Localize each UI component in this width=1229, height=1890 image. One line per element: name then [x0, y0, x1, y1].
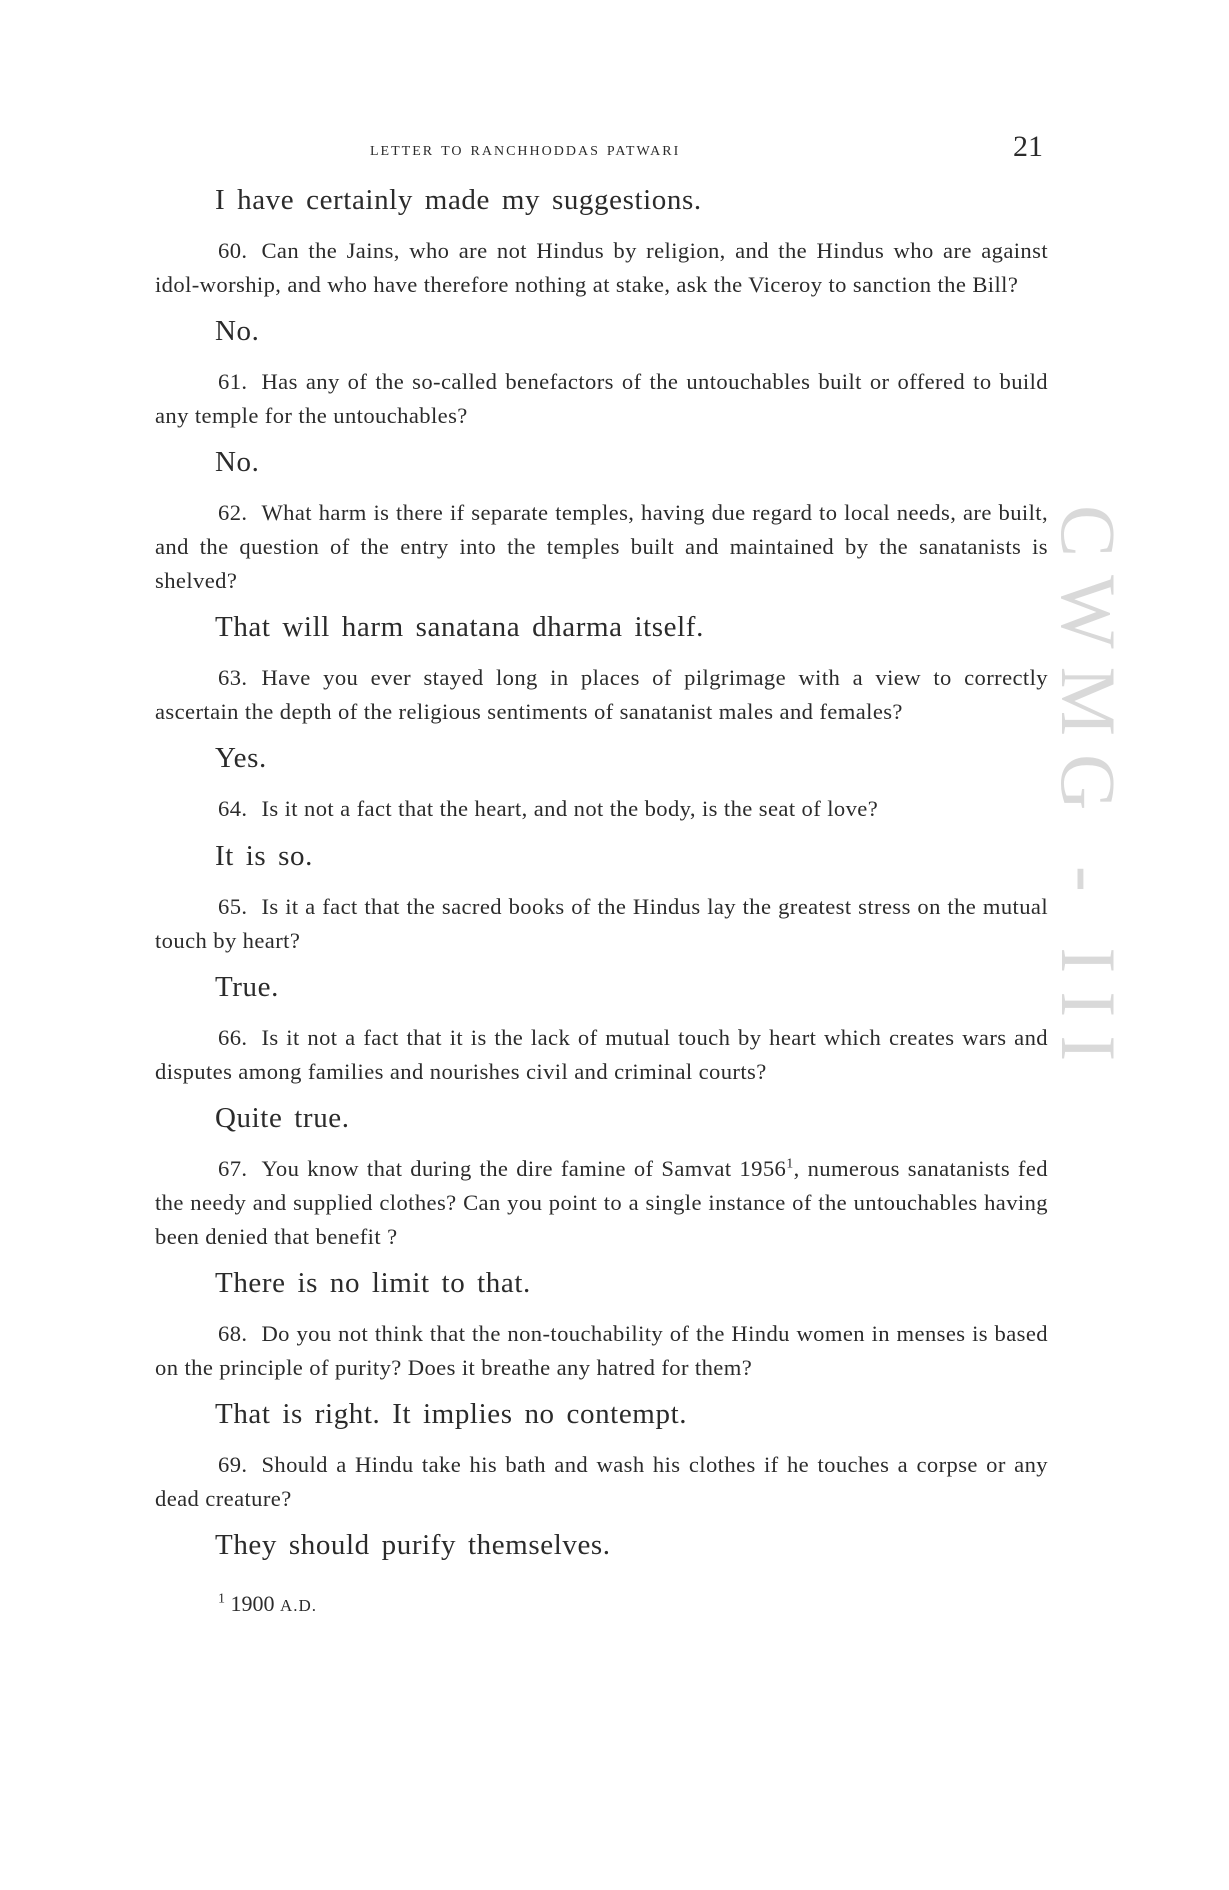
watermark: CWMG - III	[1045, 505, 1132, 1080]
question-64	[155, 792, 1048, 826]
question-text: Should a Hindu take his bath and wash his clothes if he touches a corpse or any dead creature?	[155, 1452, 1048, 1511]
footnote-text: 1900	[230, 1591, 275, 1617]
page-number: 21	[1013, 130, 1043, 163]
question-text-after-note: , numerous sanatanists fed the needy and supplied clothes? Can you point to a single instance of the untouchables having been denied that benefit ?	[155, 1156, 1048, 1249]
question-62	[155, 496, 1048, 597]
question-text: Have you ever stayed long in places of pilgrimage with a view to correctly ascertain the depth of the religious sentiments of sanatanist males and females?	[155, 665, 1048, 724]
answer-62: That will harm sanatana dharma itself.	[215, 611, 704, 644]
question-text: Is it not a fact that the heart, and not the body, is the seat of love?	[261, 796, 879, 822]
question-number: 63.	[218, 665, 248, 691]
question-65	[155, 890, 1048, 957]
question-text: Can the Jains, who are not Hindus by religion, and the Hindus who are against idol-worship, and who have therefore nothing at stake, ask the Viceroy to sanction the Bill?	[155, 238, 1048, 297]
question-text: What harm is there if separate temples, having due regard to local needs, are built, and the question of the entry into the temples built and maintained by the sanatanists is shelved?	[155, 500, 1048, 593]
page-header	[155, 130, 1048, 170]
answer-63: Yes.	[215, 742, 267, 775]
question-66	[155, 1021, 1048, 1088]
question-text: Is it a fact that the sacred books of the Hindus lay the greatest stress on the mutual touch by heart?	[155, 893, 1048, 953]
answer-64: It is so.	[215, 839, 313, 872]
question-number: 62.	[218, 500, 248, 526]
footnote-marker: 1	[218, 1592, 225, 1608]
question-number: 64.	[218, 796, 248, 822]
question-number: 66.	[218, 1025, 248, 1051]
question-63	[155, 661, 1048, 728]
question-61	[155, 365, 1048, 432]
answer-59: I have certainly made my suggestions.	[215, 184, 702, 216]
question-68	[155, 1317, 1048, 1384]
question-number: 61.	[218, 369, 248, 395]
question-number: 60.	[218, 238, 248, 263]
question-text: Do you not think that the non-touchability of the Hindu women in menses is based on the principle of purity? Does it breathe any hatred for them?	[155, 1321, 1048, 1380]
answer-60: No.	[215, 315, 260, 348]
question-text-before-note: You know that during the dire famine of Samvat 1956	[261, 1156, 787, 1182]
answer-69: They should purify themselves.	[215, 1529, 611, 1562]
footnote-reference: 1	[786, 1156, 794, 1172]
answer-61: No.	[215, 446, 260, 479]
question-number: 67.	[218, 1156, 248, 1182]
question-number: 69.	[218, 1452, 248, 1478]
page-body	[155, 180, 1048, 1621]
question-60	[155, 234, 1048, 301]
question-69	[155, 1448, 1048, 1515]
question-text: Has any of the so-called benefactors of the untouchables built or offered to build any temple for the untouchables?	[155, 369, 1048, 428]
question-number: 65.	[218, 893, 248, 919]
question-67	[155, 1152, 1048, 1253]
footnote-era: A.D.	[280, 1596, 318, 1616]
footnote	[218, 1589, 1048, 1621]
question-text: Is it not a fact that it is the lack of mutual touch by heart which creates wars and disputes among families and nourishes civil and criminal courts?	[155, 1025, 1048, 1084]
answer-65: True.	[215, 971, 279, 1004]
answer-66: Quite true.	[215, 1102, 350, 1135]
question-number: 68.	[218, 1321, 248, 1347]
running-title: letter to ranchhoddas patwari	[370, 138, 681, 160]
answer-67: There is no limit to that.	[215, 1267, 531, 1300]
answer-68: That is right. It implies no contempt.	[215, 1398, 688, 1431]
